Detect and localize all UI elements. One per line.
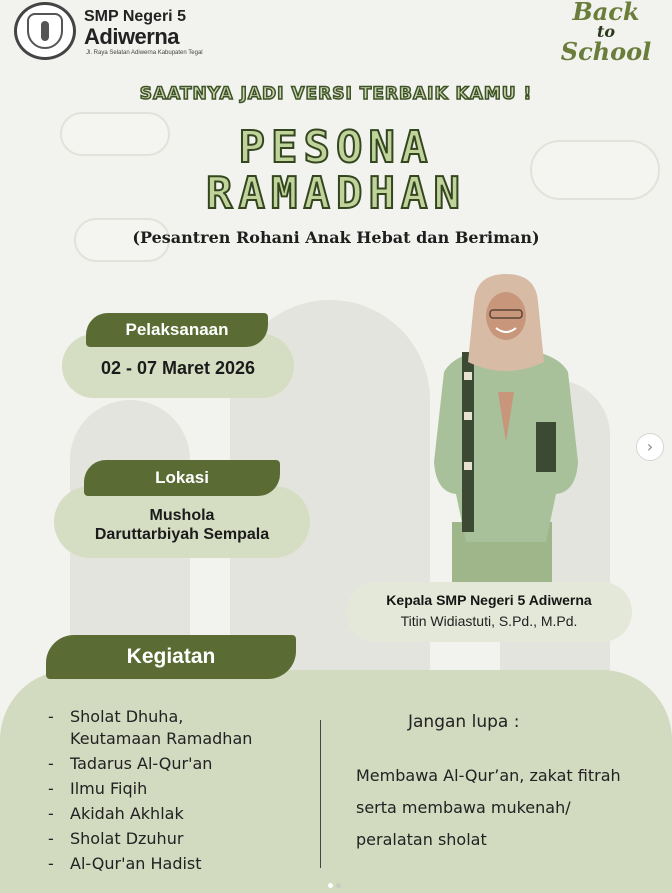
activities-list bbox=[48, 706, 308, 878]
school-name-line1: SMP Negeri 5 bbox=[84, 8, 186, 25]
list-item: - Akidah Akhlak bbox=[48, 803, 308, 825]
list-item bbox=[48, 706, 308, 750]
activity-first-line1: - Sholat Dhuha, bbox=[70, 707, 184, 726]
carousel-dot[interactable] bbox=[336, 883, 341, 888]
reminder-title: Jangan lupa : bbox=[408, 712, 520, 732]
schedule-label: Pelaksanaan bbox=[86, 313, 268, 347]
title-line1: PESONA bbox=[238, 122, 434, 173]
list-item: - Ilmu Fiqih bbox=[48, 778, 308, 800]
badge-line2: to bbox=[596, 22, 616, 41]
location-line2: Daruttarbiyah Sempala bbox=[94, 526, 270, 543]
reminder-line1: Membawa Al-Qur’an, zakat fitrah bbox=[356, 766, 621, 785]
carousel-next-button[interactable] bbox=[636, 433, 664, 461]
badge-line3: School bbox=[560, 37, 652, 66]
badge-line1: Back bbox=[572, 0, 640, 26]
column-divider bbox=[320, 720, 321, 868]
location-label: Lokasi bbox=[84, 460, 280, 496]
list-item: - Tadarus Al-Qur'an bbox=[48, 753, 308, 775]
chevron-right-icon: › bbox=[646, 437, 654, 456]
list-item: - Al-Qur'an Hadist bbox=[48, 853, 308, 875]
school-logo bbox=[14, 2, 76, 60]
location-value bbox=[54, 486, 310, 558]
schedule-value: 02 - 07 Maret 2026 bbox=[62, 334, 294, 398]
reminder-line3: peralatan sholat bbox=[356, 830, 487, 849]
activities-label: Kegiatan bbox=[46, 635, 296, 679]
tagline: SAATNYA JADI VERSI TERBAIK KAMU ! bbox=[139, 84, 533, 104]
principal-name: Titin Widiastuti, S.Pd., M.Pd. bbox=[400, 613, 578, 629]
school-address: Jl. Raya Selatan Adiwerna Kabupaten Tegal bbox=[86, 50, 203, 56]
title-line2: RAMADHAN bbox=[206, 168, 466, 219]
list-item: - Sholat Dzuhur bbox=[48, 828, 308, 850]
activity-first-line2: Keutamaan Ramadhan bbox=[70, 729, 253, 748]
reminder-line2: serta membawa mukenah/ bbox=[356, 798, 571, 817]
back-to-school-badge bbox=[556, 2, 656, 72]
school-name-line2: Adiwerna bbox=[84, 24, 180, 49]
carousel-dot-active[interactable] bbox=[328, 883, 333, 888]
location-line1: Mushola bbox=[149, 507, 215, 524]
principal-caption bbox=[346, 582, 632, 642]
principal-role: Kepala SMP Negeri 5 Adiwerna bbox=[386, 592, 592, 608]
carousel-dots bbox=[328, 873, 348, 879]
subtitle: (Pesantren Rohani Anak Hebat dan Beriman) bbox=[132, 228, 540, 247]
principal-photo bbox=[426, 272, 586, 582]
reminder-body bbox=[356, 760, 656, 856]
